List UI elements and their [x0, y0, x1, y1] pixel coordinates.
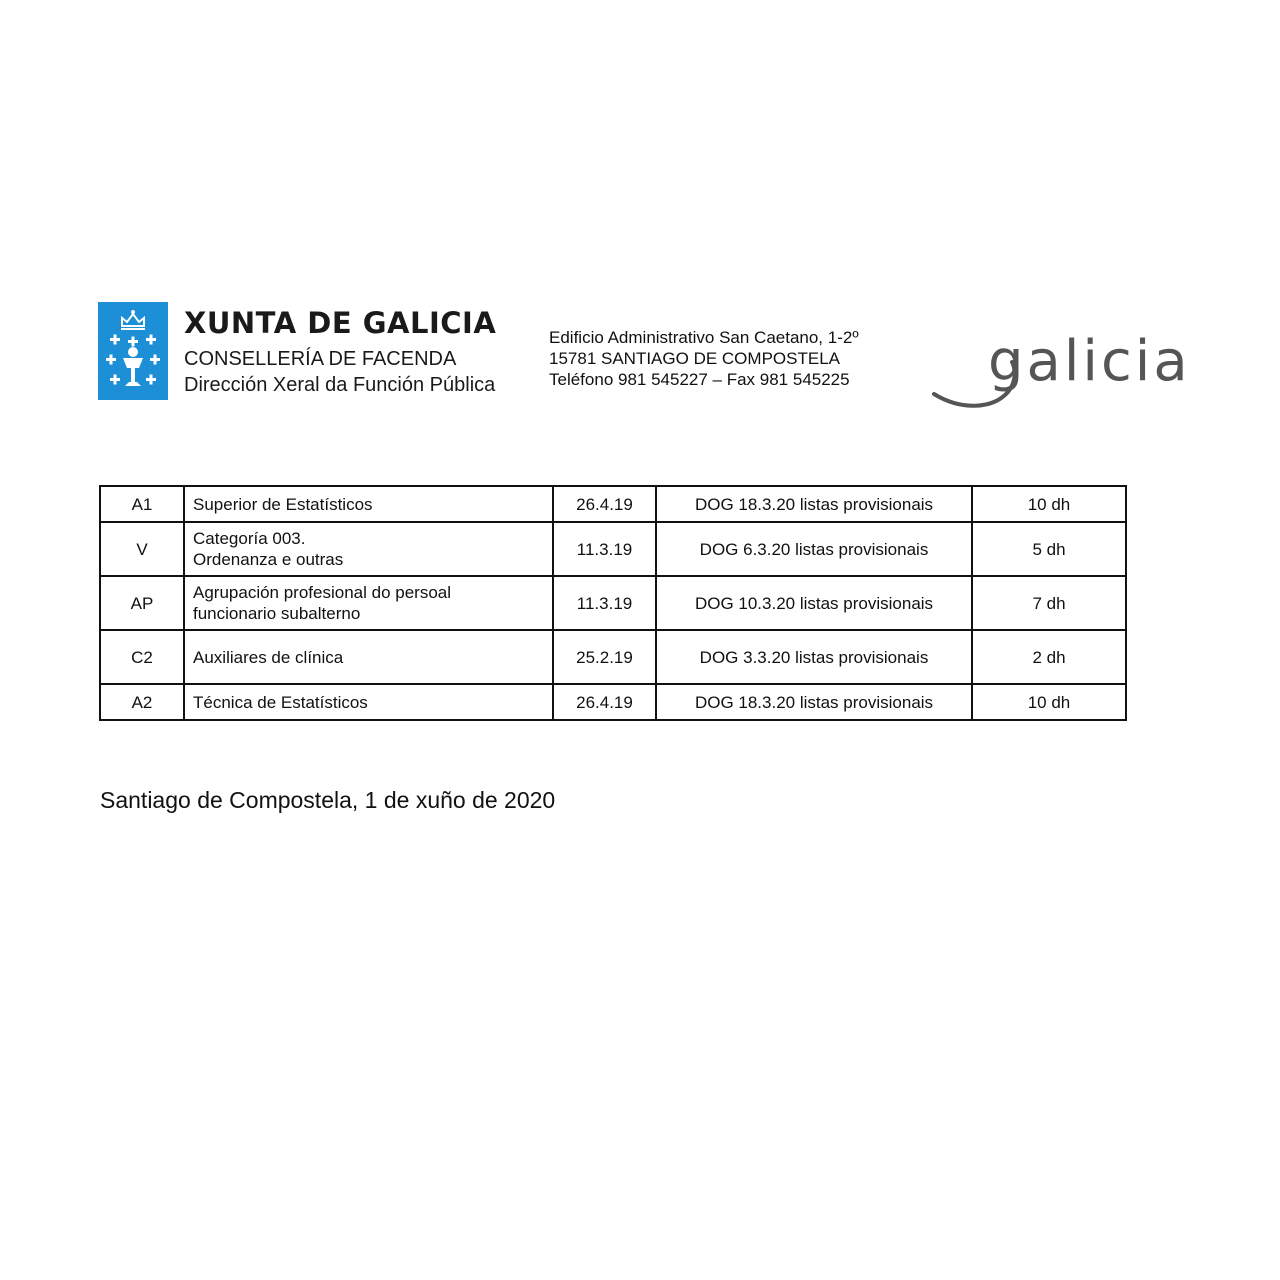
- cell-dog: DOG 10.3.20 listas provisionais: [656, 576, 972, 630]
- cell-date: 11.3.19: [553, 576, 656, 630]
- table-row: [100, 486, 1126, 522]
- cell-code: A2: [100, 684, 184, 720]
- table-row: [100, 576, 1126, 630]
- place-and-date: Santiago de Compostela, 1 de xuño de 2020: [100, 787, 556, 813]
- category-line: Categoría 003.: [193, 529, 306, 548]
- table-row: [100, 522, 1126, 576]
- cell-category: [184, 522, 553, 576]
- cell-category: [184, 630, 553, 684]
- cell-code: C2: [100, 630, 184, 684]
- brand-logo-text: galicia: [988, 329, 1191, 394]
- cell-category: [184, 576, 553, 630]
- category-line: funcionario subalterno: [193, 604, 361, 623]
- category-line: Superior de Estatísticos: [193, 494, 373, 514]
- cell-category: [184, 486, 553, 522]
- table-row: [100, 630, 1126, 684]
- department-name: CONSELLERÍA DE FACENDA: [184, 348, 457, 370]
- org-logo-text: XUNTA DE GALICIA: [184, 306, 497, 340]
- category-line: Auxiliares de clínica: [193, 647, 344, 667]
- cell-dog: DOG 6.3.20 listas provisionais: [656, 522, 972, 576]
- cell-date: 25.2.19: [553, 630, 656, 684]
- xunta-shield-icon: [98, 302, 168, 400]
- cell-code: A1: [100, 486, 184, 522]
- cell-date: 26.4.19: [553, 684, 656, 720]
- cell-code: AP: [100, 576, 184, 630]
- cell-date: 11.3.19: [553, 522, 656, 576]
- directorate-name: Dirección Xeral da Función Pública: [184, 374, 496, 396]
- address-block: [549, 327, 859, 390]
- address-line-3: Teléfono 981 545227 – Fax 981 545225: [549, 370, 850, 389]
- cell-dog: DOG 18.3.20 listas provisionais: [656, 684, 972, 720]
- cell-date: 26.4.19: [553, 486, 656, 522]
- cell-days: 10 dh: [972, 684, 1126, 720]
- categories-table: [99, 485, 1127, 721]
- address-line-1: Edificio Administrativo San Caetano, 1-2º: [549, 328, 859, 347]
- category-line: Ordenanza e outras: [193, 550, 344, 569]
- letterhead: [98, 302, 1208, 412]
- cell-days: 5 dh: [972, 522, 1126, 576]
- galicia-brand-logo: [930, 318, 1205, 410]
- cell-days: 2 dh: [972, 630, 1126, 684]
- cell-days: 10 dh: [972, 486, 1126, 522]
- address-line-2: 15781 SANTIAGO DE COMPOSTELA: [549, 349, 840, 368]
- table-row: [100, 684, 1126, 720]
- cell-dog: DOG 18.3.20 listas provisionais: [656, 486, 972, 522]
- cell-dog: DOG 3.3.20 listas provisionais: [656, 630, 972, 684]
- category-line: Técnica de Estatísticos: [193, 692, 368, 712]
- organization-block: [184, 306, 544, 398]
- cell-days: 7 dh: [972, 576, 1126, 630]
- cell-category: [184, 684, 553, 720]
- cell-code: V: [100, 522, 184, 576]
- category-line: Agrupación profesional do persoal: [193, 583, 452, 602]
